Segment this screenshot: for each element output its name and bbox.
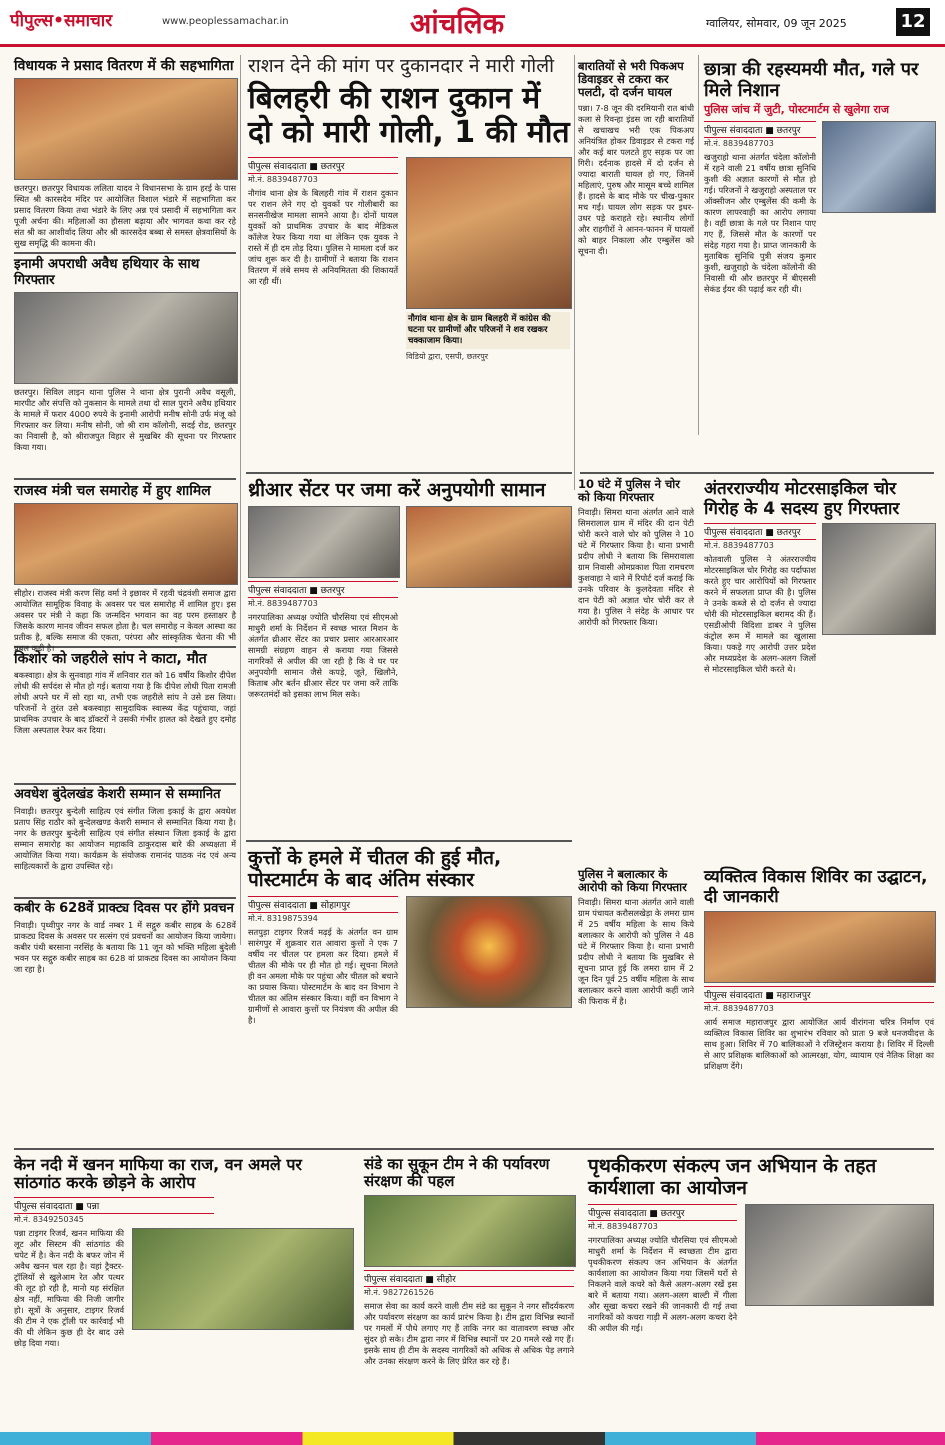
story-photo xyxy=(14,78,238,180)
story-headline[interactable]: छात्रा की रहस्यमयी मौत, गले पर मिले निशान xyxy=(704,59,919,101)
story-body: नगरपालिका अध्यक्ष ज्योति चौरसिया एवं सीएमओ माधुरी शर्मा के निर्देशन में स्वच्छ भारत मिशन के अंतर्गत थ्रीआर सेंटर का प्रचार प्रसार आरआरआर सामग्री संग्रहण वाहन से कराया गया जिससे नागरिकों से अपील की जा रही है कि वे घर पर अनुपयोगी सामान जैसे कपड़े, जूते, खिलौने, किताब और बर्तन थ्रीआर सेंटर पर जमा करें ताकि जरूरतमंदों को इसका लाभ मिल सके। xyxy=(248,611,398,699)
website-link[interactable]: www.peoplessamachar.in xyxy=(162,16,289,27)
story-divider xyxy=(246,472,572,474)
story-headline[interactable]: संडे का सुकून टीम ने की पर्यावरण संरक्षण की पहल xyxy=(364,1155,550,1191)
workshop-photo xyxy=(745,1204,934,1306)
photo-caption: नौगांव थाना क्षेत्र के ग्राम बिलहरी में कांग्रेस की घटना पर ग्रामीणों और परिजनों ने शव रखकर चक्काजाम किया। xyxy=(406,312,570,349)
story-body: नगरपालिका अध्यक्ष ज्योति चौरसिया एवं सीएमओ माधुरी शर्मा के निर्देशन में स्वच्छता टीम द्वारा पृथकीकरण संकल्प जन अभियान के अंतर्गत कार्यशाला का आयोजन किया गया जिसमें घरों से निकलने वाले कचरे को कैसे अलग-अलग रखें इस बारे में बताया गया। अलग-अलग बाल्टी में गीला और सूखा कचरा रखने की जानकारी दी गई तथा नागरिकों को कचरा गाड़ी में अलग-अलग कचरा देने की अपील की गई। xyxy=(588,1234,738,1333)
story-divider xyxy=(14,478,236,480)
story-photo xyxy=(248,506,400,578)
contact-number: मो.नं. 8839487703 xyxy=(588,1221,658,1231)
tree-planting-photo xyxy=(364,1195,576,1267)
story-photo xyxy=(14,292,238,384)
byline: पीपुल्स संवाददाता ■ छतरपुर xyxy=(704,523,816,540)
page-number: 12 xyxy=(896,8,930,36)
story-body: समाज सेवा का कार्य करने वाली टीम संडे का सुकून ने नगर सौंदर्यकरण और पर्यावरण संरक्षण का कार्य प्रारंभ किया है। टीम द्वारा विभिन्न स्थानों पर गमलों में पौधे लगाए गए हैं ताकि नगर का वातावरण स्वच्छ और सुंदर हो सके। टीम द्वारा नगर में विभिन्न स्थानों पर 20 गमले रखे गए हैं। इसके साथ ही टीम के सदस्य नागरिकों को अधिक से अधिक पेड़ लगाने और उनका संरक्षण करने के लिए प्रेरित कर रहे हैं। xyxy=(364,1300,574,1366)
story-body: बकस्वाहा। क्षेत्र के सुनवाहा गांव में शनिवार रात को 16 वर्षीय किशोर दीपेश लोधी की सर्पदंश से मौत हो गई। बताया गया है कि दीपेश लोधी पिता रामजी लोधी अपने घर में सो रहा था, तभी एक जहरीले सांप ने उसे डस लिया। परिजनों ने तुरंत उसे बकस्वाहा सामुदायिक स्वास्थ्य केंद्र पहुंचाया, जहां प्राथमिक उपचार के बाद डॉक्टरों ने उसकी गंभीर हालत को देखते हुए दमोह जिला अस्पताल रेफर कर दिया। xyxy=(14,670,236,736)
right-column-story1 xyxy=(704,60,934,352)
story-divider xyxy=(14,252,236,254)
bottom-story2 xyxy=(364,1156,574,1389)
column-three xyxy=(578,60,694,433)
story-body: खजुराहो थाना अंतर्गत चंदेला कॉलोनी में रहने वाली 21 वर्षीय छात्रा सुनिधि कुशी की अज्ञात कारणों से मौत हो गई। परिजनों ने खजुराहो अस्पताल पर ऑक्सीजन और एम्बुलेंस की कमी के कारण लापरवाही का आरोप लगाया है। वहीं छात्रा के गले पर निशान पाए गए हैं, जिससे मौत के कारणों पर संदेह गहरा गया है। प्राप्त जानकारी के मुताबिक सुनिधि पुत्री संजय कुमार कुशी, खजुराहो के चंदेला कॉलोनी की निवासी थी और छतरपुर में बीएससी सेकंड ईयर की पढ़ाई कर रही थी। xyxy=(704,152,816,295)
story-headline[interactable]: बारातियों से भरी पिकअप डिवाइडर से टकरा कर पलटी, दो दर्जन घायल xyxy=(578,59,684,100)
story-headline[interactable]: विधायक ने प्रसाद वितरण में की सहभागिता xyxy=(14,58,234,74)
story-body: निवाड़ी। पृथ्वीपुर नगर के वार्ड नम्बर 1 में सद्गुरु कबीर साहब के 628वें प्राकट्य दिवस के अवसर पर सत्संग एवं प्रवचनों का आयोजन किया जायेगा। कबीर पंथी बरसाना नरसिंह के बताया कि 11 जून को भक्ति महिला बुंदेली भवन पर सद्गुरु कबीर साहब का 628 वां प्राकट्य दिवस का आयोजन किया जा रहा है। xyxy=(14,920,236,975)
story-divider xyxy=(14,1148,934,1150)
story-body: निवाड़ी। सिमरा थाना अंतर्गत आने वाली ग्राम पंचायत करौसलखेड़ा के लमरा ग्राम में 25 वर्षीय महिला के साथ किये बलात्कार के आरोपी को पुलिस ने 48 घंटे में गिरफ्तार किया है। थाना प्रभारी प्रदीप लोधी ने बताया कि मुखबिर से सूचना प्राप्त हुई कि लमरा ग्राम में 2 जून दिन पूर्व 25 वर्षीय महिला के साथ बलात्कार करने वाला आरोपी कहीं जाने की फिराक में है। xyxy=(578,897,694,1007)
story-divider xyxy=(14,783,236,785)
story-body: आर्य समाज महाराजपुर द्वारा आयोजित आर्य वीरांगना चरित्र निर्माण एवं व्यक्तित्व विकास शिविर का शुभारंभ रविवार को प्रातः 9 बजे धनजयीदत्त के साथ हुआ। शिविर में 70 बालिकाओं ने रजिस्ट्रेशन कराया है। शिविर में दिल्ली से आए प्रशिक्षक बालिकाओं को आत्मरक्षा, योग, व्यायाम एवं नैतिक शिक्षा का प्रशिक्षण देंगे। xyxy=(704,1017,934,1072)
lead-story xyxy=(248,56,570,388)
story-body: छतरपुर। छतरपुर विधायक ललिता यादव ने विधानसभा के ग्राम हरई के पास स्थित श्री कारसदेव मंदिर पर आयोजित विशाल भंडारे में सहभागिता कर प्रसाद वितरण किया तथा भंडारे के लिए अन्न एवं प्रसादी में सहभागिता कर पूजी अर्चना की। महिलाओं का हौसला बढ़ाया और भागवत कथा कर रहे संत श्री का आशीर्वाद लिया और श्री कारसदेव बब्बा से समस्त क्षेत्रवासियों के सुख समृद्धि की कामना की। xyxy=(14,183,236,249)
river-photo xyxy=(132,1228,354,1330)
story-body: कोतवाली पुलिस ने अंतरराज्यीय मोटरसाइकिल चोर गिरोह का पर्दाफाश करते हुए चार आरोपियों को गिरफ्तार करने में सफलता प्राप्त की है। पुलिस ने उनके कब्जे से दो दर्जन से ज्यादा चोरी की मोटरसाइकिल बरामद की हैं। एसडीओपी विदिशा डाबर ने पुलिस कंट्रोल रूम में मामले का खुलासा किया। पकड़े गए आरोपी उत्तर प्रदेश और मध्यप्रदेश के अलग-अलग जिलों से मोटरसाइकिल चोरी करते थे। xyxy=(704,554,816,675)
story-body: सतपुड़ा टाइगर रिजर्व मढ़ई के अंतर्गत वन ग्राम सारंगपुर में शुक्रवार रात आवारा कुत्तों ने एक 7 वर्षीय नर चीतल पर हमला कर दिया। हमले में चीतल की मौके पर ही मौत हो गई। सूचना मिलते ही वन अमला मौके पर पहुंचा और चीतल को बचाने का प्रयास किया। पोस्टमार्टम के बाद वन विभाग ने चीतल का अंतिम संस्कार किया। वहीं वन विभाग ने ग्रामीणों से आवारा कुत्तों पर नियंत्रण की अपील की है। xyxy=(248,926,398,1025)
contact-number: मो.नं. 8319875394 xyxy=(248,913,318,923)
masthead xyxy=(0,0,945,47)
lead-kicker: राशन देने की मांग पर दुकानदार ने मारी गोली xyxy=(248,55,555,77)
right-column-story3 xyxy=(704,868,934,1105)
byline: पीपुल्स संवाददाता ■ छतरपुर xyxy=(248,581,398,598)
story-body: निवाड़ी। सिमरा थाना अंतर्गत आने वाले सिमरालाल ग्राम में मंदिर की दान पेटी चोरी करने वाले चोर को पुलिस ने 10 घंटे में गिरफ्तार किया है। थाना प्रभारी प्रदीप लोधी ने बताया कि सिमरावाला ग्राम निवासी ओमप्रकाश पिता रामचरण कुशवाहा ने थाने में रिपोर्ट दर्ज कराई कि उनके परिवार के कुलदेवता मंदिर से दान पेटी को अज्ञात चोर चोरी कर ले गया है। पुलिस ने संदेह के आधार पर आरोपी को गिरफ्तार किया। xyxy=(578,507,694,628)
contact-number: मो.नं. 8839487703 xyxy=(704,139,774,149)
victim-photo xyxy=(822,121,936,213)
column-divider xyxy=(240,55,241,945)
story-body: निवाड़ी। छतरपुर बुन्देली साहित्य एवं संगीत जिला इकाई के द्वारा अवधेश प्रताप सिंह राठौर को बुन्देलखण्ड केशरी सम्मान से सम्मानित किया गया है। नगर के छतरपुर बुन्देली साहित्य एवं संगीत संस्थान जिला इकाई के द्वारा सम्मान समारोह का आयोजन महाकवि ठाकुरदास बारे की अध्यक्षता में आयोजित किया गया। कार्यक्रम के संयोजक रामानंद पाठक नंद एवं अन्य साहित्यकारों के द्वारा उपस्थित रहे। xyxy=(14,806,236,872)
story-body: पन्ना टाइगर रिजर्व, खनन माफिया की लूट और सिस्टम की सांठगांठ की चपेट में है। केन नदी के बफर जोन में अवैध खनन चल रहा है। यहां ट्रैक्टर-ट्रॉलियों से खुलेआम रेत और पत्थर की लूट हो रही है, मानो यह संरक्षित क्षेत्र नहीं, माफिया की निजी जागीर हो। सूत्रों के अनुसार, टाइगर रिजर्व की टीम ने एक ट्रॉली पर कार्रवाई भी की थी लेकिन कुछ ही देर बाद उसे छोड़ दिया गया। xyxy=(14,1227,124,1348)
story-body: सीहोर। राजस्व मंत्री करण सिंह वर्मा ने इछावर में रहवी चंद्रवंशी समाज द्वारा आयोजित सामूहिक विवाह के अवसर पर चल समारोह में शामिल हुए। इस अवसर पर मंत्री ने कहा कि जन्मदिन भगवान का वह परम हस्ताक्षर है जिसके कारण मानव जीवन सफल होता है। चल समारोह न केवल आस्था का प्रतीक है, बल्कि समाज की एकता, परंपरा और सांस्कृतिक चेतना की भी प्रबल कड़ी है। xyxy=(14,588,236,654)
story-headline[interactable]: पुलिस ने बलात्कार के आरोपी को किया गिरफ्तार xyxy=(578,867,687,895)
contact-number: मो.नं. 8839487703 xyxy=(248,598,318,608)
story-photo xyxy=(406,506,572,588)
byline: पीपुल्स संवाददाता ■ सोहागपुर xyxy=(248,896,398,913)
column-divider xyxy=(698,55,699,435)
story-divider xyxy=(14,897,236,899)
byline: पीपुल्स संवाददाता ■ पन्ना xyxy=(14,1197,214,1214)
story-headline[interactable]: किशोर को जहरीले सांप ने काटा, मौत xyxy=(14,651,207,668)
right-column-story2 xyxy=(704,480,934,774)
story-divider xyxy=(580,472,934,474)
story-headline[interactable]: अवधेश बुंदेलखंड केशरी सम्मान से सम्मानित xyxy=(14,787,221,803)
lead-headline[interactable]: बिलहरी की राशन दुकान में दो को मारी गोली, 1 की मौत xyxy=(248,80,570,151)
column-divider xyxy=(574,55,575,490)
byline: पीपुल्स संवाददाता ■ महाराजपुर xyxy=(704,986,934,1003)
contact-number: मो.नं. 8349250345 xyxy=(14,1214,84,1224)
middle-story2 xyxy=(248,848,570,1077)
story-headline[interactable]: अंतरराज्यीय मोटरसाइकिल चोर गिरोह के 4 सदस्य हुए गिरफ्तार xyxy=(704,479,900,519)
bikes-photo xyxy=(822,523,936,635)
story-headline[interactable]: इनामी अपराधी अवैध हथियार के साथ गिरफ्तार xyxy=(14,256,200,288)
story-photo xyxy=(14,503,238,585)
section-title: आंचलिक xyxy=(410,7,505,40)
column-three-second xyxy=(578,478,694,859)
story-headline[interactable]: थ्रीआर सेंटर पर जमा करें अनुपयोगी सामान xyxy=(248,479,546,501)
story-headline[interactable]: 10 घंटे में पुलिस ने चोर को किया गिरफ्तार xyxy=(578,477,680,505)
byline: पीपुल्स संवाददाता ■ सीहोर xyxy=(364,1270,574,1287)
story-subheadline: पुलिस जांच में जुटी, पोस्टमार्टम से खुलेगा राज xyxy=(704,103,890,117)
print-color-bar xyxy=(0,1432,945,1445)
contact-number: मो.नं. 9827261526 xyxy=(364,1287,434,1297)
story-body: छतरपुर। सिविल लाइन थाना पुलिस ने थाना क्षेत्र पुरानी अवैध वसूली, मारपीट और संपत्ति को नुकसान के मामले तथा दो साल पुराने अवैध हथियार के मामले में फरार 4000 रुपये के इनामी आरोपी मनीष सोनी उर्फ मंजू को गिरफ्तार कर लिया। मनीष सोनी, जो श्री राम कॉलोनी, सदई रोड, छतरपुर का निवासी है, को श्रीराजपुत विहार से मुखबिर की सूचना पर गिरफ्तार किया गया। xyxy=(14,387,236,453)
byline: पीपुल्स संवाददाता ■ छतरपुर xyxy=(248,157,398,174)
contact-number: मो.नं. 8839487703 xyxy=(704,541,774,551)
story-headline[interactable]: राजस्व मंत्री चल समारोह में हुए शामिल xyxy=(14,483,211,500)
dateline: ग्वालियर, सोमवार, 09 जून 2025 xyxy=(706,17,847,30)
bottom-story3 xyxy=(588,1156,934,1385)
contact-number: मो.नं. 8839487703 xyxy=(704,1004,774,1014)
left-column xyxy=(14,58,236,986)
photo-credit: विडियो द्वारा, एसपी, छतरपुर xyxy=(406,351,489,361)
story-body: नौगांव थाना क्षेत्र के बिलहरी गांव में राशन दुकान पर राशन लेने गए दो युवकों पर गोलीबारी का सनसनीखेज मामला सामने आया है। दोनों घायल युवकों को प्राथमिक उपचार के बाद मेडिकल कॉलेज रेफर किया गया था लेकिन एक युवक ने रास्ते में ही दम तोड़ दिया। पुलिस ने मामला दर्ज कर जांच शुरू कर दी है। ग्रामीणों ने बताया कि राशन वितरण में लंबे समय से अनियमितता की शिकायतें आ रही थीं। xyxy=(248,187,398,286)
lead-photo xyxy=(406,157,572,309)
middle-story1 xyxy=(248,480,570,762)
story-headline[interactable]: व्यक्तित्व विकास शिविर का उद्घाटन, दी जानकारी xyxy=(704,867,928,907)
story-body: पन्ना। 7-8 जून की दरमियानी रात बांधी कला से रिवन्हा इंडस जा रही बारातियों से खचाखच भरी एक पिकअप अनियंत्रित होकर डिवाइडर से टकरा गई और कई बार पलटते हुए सड़क पर जा गिरी। दर्दनाक हादसे में दो दर्जन से ज्यादा बाराती घायल हो गए, जिनमें महिलाएं, पुरुष और मासूम बच्चे शामिल हैं। हादसे के बाद मौके पर चीख-पुकार मच गई। घायल लोग सड़क पर इधर-उधर पड़े कराहते रहे। स्थानीय लोगों और राहगीरों ने आनन-फानन में घायलों को बाहर निकाला और एम्बुलेंस को सूचना दी। xyxy=(578,102,694,256)
story-headline[interactable]: पृथकीकरण संकल्प जन अभियान के तहत कार्यशाला का आयोजन xyxy=(588,1155,877,1199)
contact-number: मो.नं. 8839487703 xyxy=(248,174,318,184)
byline: पीपुल्स संवाददाता ■ छतरपुर xyxy=(588,1204,737,1221)
story-headline[interactable]: केन नदी में खनन माफिया का राज, वन अमले पर सांठगांठ करके छोड़ने के आरोप xyxy=(14,1155,302,1193)
camp-photo xyxy=(704,911,936,983)
story-divider xyxy=(246,840,572,842)
cremation-photo xyxy=(406,896,572,1008)
newspaper-logo[interactable]: पीपुल्स•समाचार xyxy=(10,11,113,31)
story-headline[interactable]: कबीर के 628वें प्राक्ट्य दिवस पर होंगे प्रवचन xyxy=(14,901,234,917)
byline: पीपुल्स संवाददाता ■ छतरपुर xyxy=(704,121,816,138)
column-three-third xyxy=(578,868,694,1137)
bottom-story1 xyxy=(14,1156,354,1398)
story-headline[interactable]: कुत्तों के हमले में चीतल की हुई मौत, पोस्टमार्टम के बाद अंतिम संस्कार xyxy=(248,847,502,891)
